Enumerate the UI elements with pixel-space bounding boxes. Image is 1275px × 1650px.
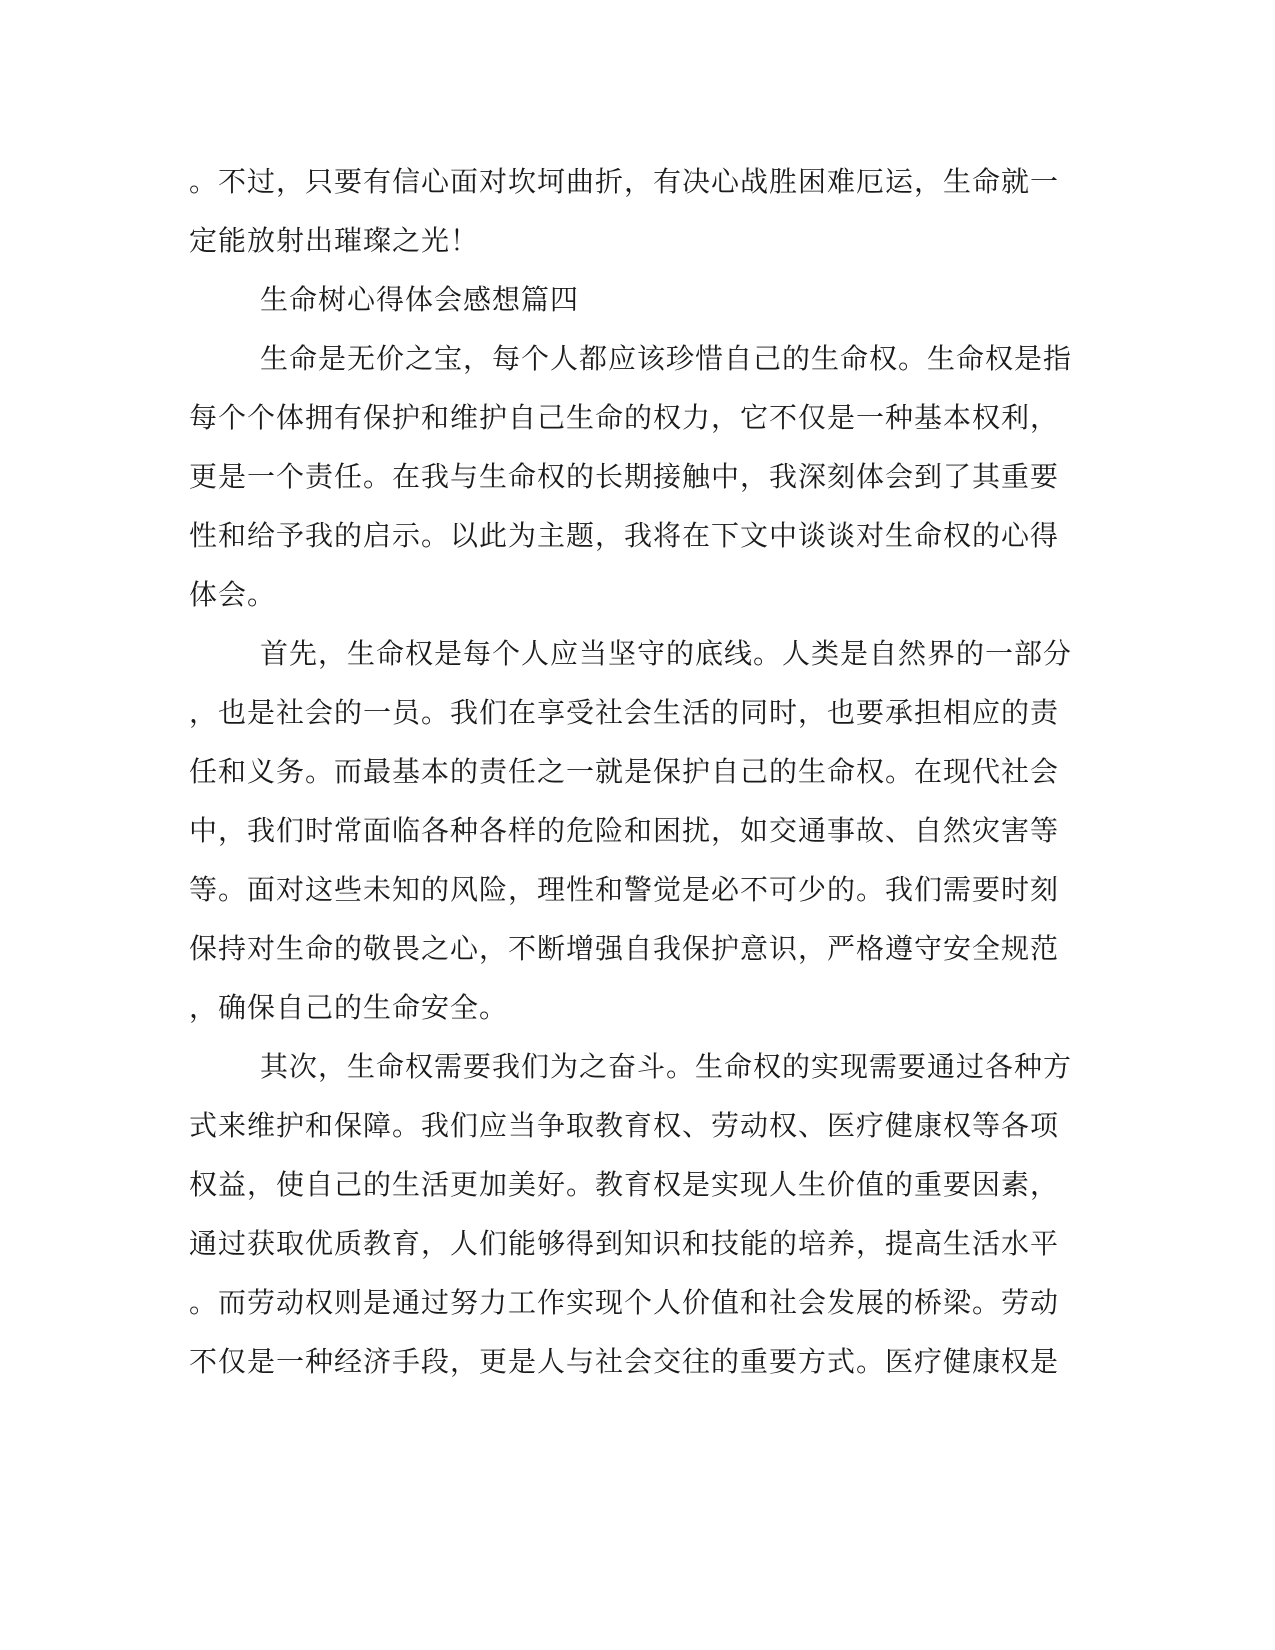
- body-text-line: 保持对生命的敬畏之心，不断增强自我保护意识，严格遵守安全规范: [189, 932, 1060, 965]
- body-text-line: ，确保自己的生命安全。: [189, 991, 509, 1024]
- body-text-line: 通过获取优质教育，人们能够得到知识和技能的培养，提高生活水平: [189, 1227, 1060, 1260]
- body-text-line: 每个个体拥有保护和维护自己生命的权力，它不仅是一种基本权利，: [189, 401, 1060, 434]
- body-text-line: 不仅是一种经济手段，更是人与社会交往的重要方式。医疗健康权是: [189, 1345, 1060, 1378]
- body-text-line: 体会。: [189, 578, 277, 611]
- section-heading: 生命树心得体会感想篇四: [260, 283, 580, 316]
- body-text-line: 定能放射出璀璨之光！: [189, 224, 480, 257]
- body-text-line: 性和给予我的启示。以此为主题，我将在下文中谈谈对生命权的心得: [189, 519, 1060, 552]
- body-text-line: 。而劳动权则是通过努力工作实现个人价值和社会发展的桥梁。劳动: [189, 1286, 1060, 1319]
- body-text-line: 等。面对这些未知的风险，理性和警觉是必不可少的。我们需要时刻: [189, 873, 1060, 906]
- paragraph-first-line: 其次，生命权需要我们为之奋斗。生命权的实现需要通过各种方: [260, 1050, 1073, 1083]
- body-text-line: ，也是社会的一员。我们在享受社会生活的同时，也要承担相应的责: [189, 696, 1060, 729]
- body-text-line: 。不过，只要有信心面对坎坷曲折，有决心战胜困难厄运，生命就一: [189, 165, 1060, 198]
- body-text-line: 任和义务。而最基本的责任之一就是保护自己的生命权。在现代社会: [189, 755, 1060, 788]
- body-text-line: 中，我们时常面临各种各样的危险和困扰，如交通事故、自然灾害等: [189, 814, 1060, 847]
- body-text-line: 权益，使自己的生活更加美好。教育权是实现人生价值的重要因素，: [189, 1168, 1060, 1201]
- body-text-line: 更是一个责任。在我与生命权的长期接触中，我深刻体会到了其重要: [189, 460, 1060, 493]
- paragraph-first-line: 首先，生命权是每个人应当坚守的底线。人类是自然界的一部分: [260, 637, 1073, 670]
- body-text-line: 式来维护和保障。我们应当争取教育权、劳动权、医疗健康权等各项: [189, 1109, 1060, 1142]
- paragraph-first-line: 生命是无价之宝，每个人都应该珍惜自己的生命权。生命权是指: [260, 342, 1073, 375]
